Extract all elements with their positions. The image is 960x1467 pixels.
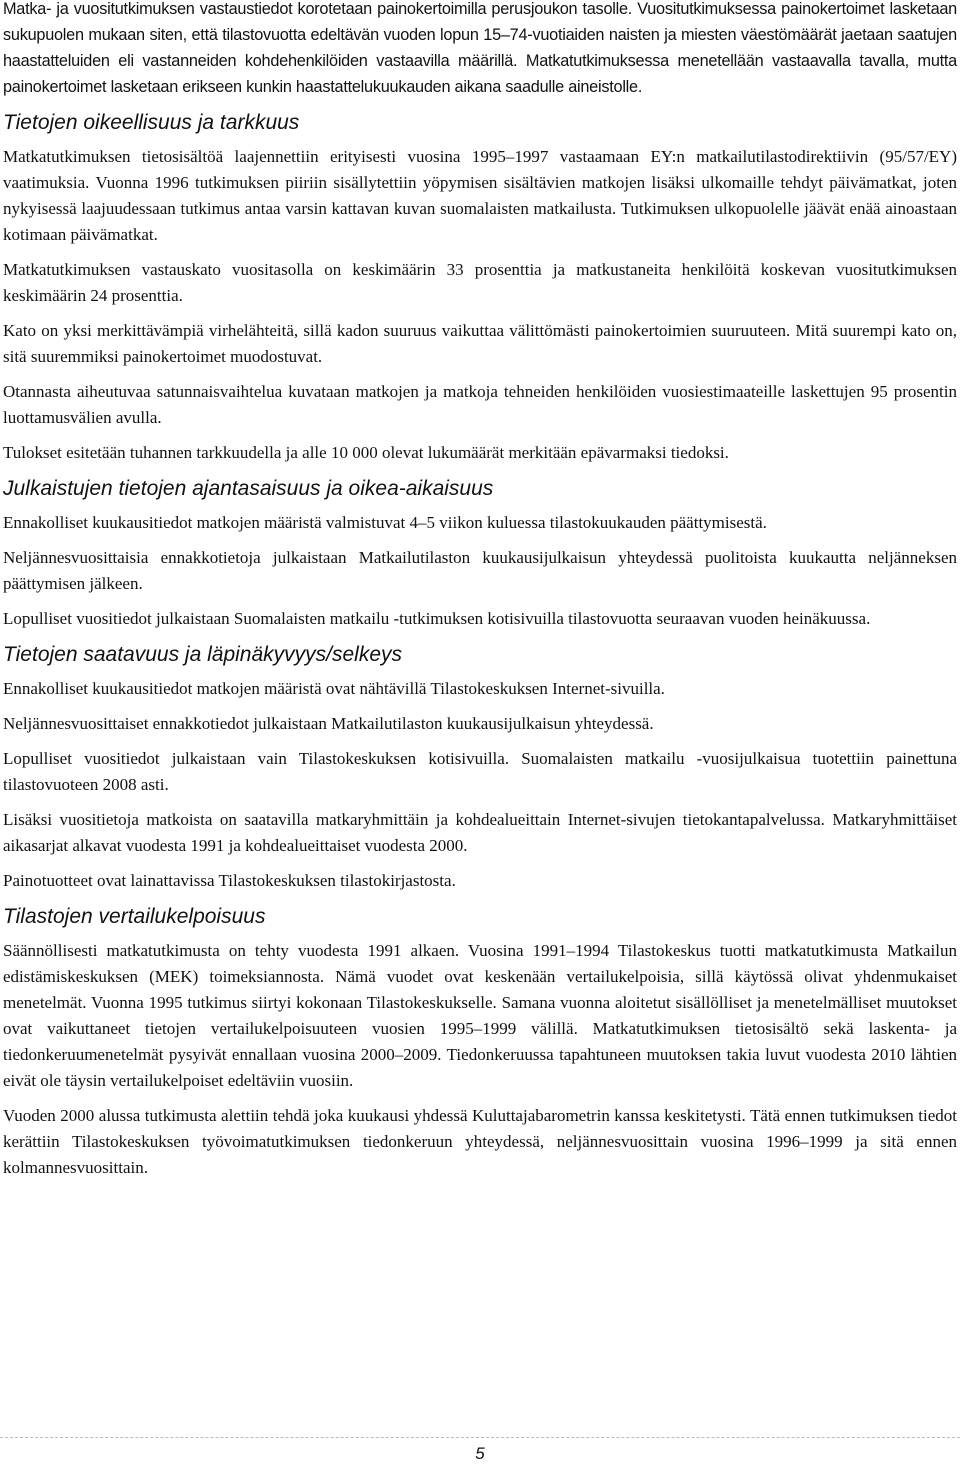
- footer-divider: [0, 1437, 960, 1438]
- intro-text: Matka- ja vuositutkimuksen vastaustiedot korotetaan painokertoimilla perusjoukon tasolle. Vuositutkimuksessa painokertoimet lasketaan sukupuolen mukaan siten, että tilastovuotta edeltävän vuoden lopun 15–74-vuotiaiden naisten ja miesten väestömäärät jaetaan saatujen haastatteluiden eli vastanneiden kohdehenkilöiden vastaavilla määrillä.: [3, 0, 957, 70]
- page-number: 5: [475, 1444, 485, 1463]
- paragraph-accuracy-2: Matkatutkimuksen vastauskato vuositasolla on keskimäärin 33 prosenttia ja matkustaneita henkilöitä koskevan vuositutkimuksen keskimäärin 24 prosenttia.: [3, 260, 957, 305]
- intro-text-continued: Matkatutkimuksessa menetellään vastaavalla tavalla, mutta painokertoimet lasketaan erikseen kunkin haastattelukuukauden aikana saadulle aineistolle.: [3, 52, 957, 96]
- paragraph-accuracy-5: Tulokset esitetään tuhannen tarkkuudella ja alle 10 000 olevat lukumäärät merkitään epävarmaksi tiedoksi.: [3, 443, 729, 462]
- paragraph-timeliness-3: Lopulliset vuositiedot julkaistaan Suomalaisten matkailu -tutkimuksen kotisivuilla tilastovuotta seuraavan vuoden heinäkuussa.: [3, 609, 871, 628]
- section-heading-timeliness: Julkaistujen tietojen ajantasaisuus ja oikea-aikaisuus: [3, 477, 494, 500]
- paragraph-availability-3: Lopulliset vuositiedot julkaistaan vain Tilastokeskuksen kotisivuilla. Suomalaisten matkailu -vuosijulkaisua tuotettiin painettuna tilastovuoteen 2008 asti.: [3, 749, 957, 794]
- intro-paragraph-weighting: [3, 0, 957, 100]
- paragraph-timeliness-1: Ennakolliset kuukausitiedot matkojen määristä valmistuvat 4–5 viikon kuluessa tilastokuukauden päättymisestä.: [3, 513, 767, 532]
- paragraph-availability-1: Ennakolliset kuukausitiedot matkojen määristä ovat nähtävillä Tilastokeskuksen Internet-sivuilla.: [3, 679, 665, 698]
- paragraph-accuracy-3: Kato on yksi merkittävämpiä virhelähteitä, sillä kadon suuruus vaikuttaa välittömästi painokertoimien suuruuteen. Mitä suurempi kato on, sitä suuremmiksi painokertoimet muodostuvat.: [3, 321, 957, 366]
- paragraph-availability-5: Painotuotteet ovat lainattavissa Tilastokeskuksen tilastokirjastosta.: [3, 871, 456, 890]
- paragraph-comparability-1: Säännöllisesti matkatutkimusta on tehty vuodesta 1991 alkaen. Vuosina 1991–1994 Tilastokeskus tuotti matkatutkimusta Matkailun edistämiskeskuksen (MEK) toimeksiannosta. Nämä vuodet ovat keskenään vertailukelpoisia, sillä käytössä olivat yhdenmukaiset menetelmät. Vuonna 1995 tutkimus siirtyi kokonaan Tilastokeskukselle. Samana vuonna aloitetut sisällölliset ja menetelmälliset muutokset ovat vaikuttaneet tietojen vertailukelpoisuuteen vuosien 1995–1999 välillä. Matkatutkimuksen tietosisältö sekä laskenta- ja tiedonkeruumenetelmät pysyivät ennallaan vuosina 2000–2009. Tiedonkeruussa tapahtuneen muutoksen takia luvut vuodesta 2010 lähtien eivät ole täysin vertailukelpoiset edeltäviin vuosiin.: [3, 941, 957, 1090]
- paragraph-comparability-2: Vuoden 2000 alussa tutkimusta alettiin tehdä joka kuukausi yhdessä Kuluttajabarometrin kanssa keskitetysti. Tätä ennen tutkimuksen tiedot kerättiin Tilastokeskuksen työvoimatutkimuksen tiedonkeruun yhteydessä, neljännesvuosittain vuosina 1996–1999 ja sitä ennen kolmannesvuosittain.: [3, 1106, 957, 1177]
- section-heading-comparability: Tilastojen vertailukelpoisuus: [3, 905, 266, 928]
- paragraph-accuracy-4: Otannasta aiheutuvaa satunnaisvaihtelua kuvataan matkojen ja matkoja tehneiden henkilöiden vuosiestimaateille laskettujen 95 prosentin luottamusvälien avulla.: [3, 382, 957, 427]
- paragraph-accuracy-1: Matkatutkimuksen tietosisältöä laajennettiin erityisesti vuosina 1995–1997 vastaamaan EY:n matkailutilastodirektiivin (95/57/EY) vaatimuksia. Vuonna 1996 tutkimuksen piiriin sisällytettiin yöpymisen sisältävien matkojen lisäksi ulkomaille tehdyt päivämatkat, joten nykyisessä laajuudessaan tutkimus antaa varsin kattavan kuvan suomalaisten matkailusta. Tutkimuksen ulkopuolelle jäävät enää ainoastaan kotimaan päivämatkat.: [3, 147, 957, 244]
- section-heading-accuracy: Tietojen oikeellisuus ja tarkkuus: [3, 111, 300, 134]
- section-heading-availability: Tietojen saatavuus ja läpinäkyvyys/selkeys: [3, 643, 403, 666]
- paragraph-availability-4: Lisäksi vuositietoja matkoista on saatavilla matkaryhmittäin ja kohdealueittain Internet-sivujen tietokantapalvelussa. Matkaryhmittäiset aikasarjat alkavat vuodesta 1991 ja kohdealueittaiset vuodesta 2000.: [3, 810, 957, 855]
- document-body: [3, 0, 957, 1181]
- paragraph-availability-2: Neljännesvuosittaiset ennakkotiedot julkaistaan Matkailutilaston kuukausijulkaisun yhteydessä.: [3, 714, 654, 733]
- paragraph-timeliness-2: Neljännesvuosittaisia ennakkotietoja julkaistaan Matkailutilaston kuukausijulkaisun yhteydessä puolitoista kuukautta neljänneksen päättymisen jälkeen.: [3, 548, 957, 593]
